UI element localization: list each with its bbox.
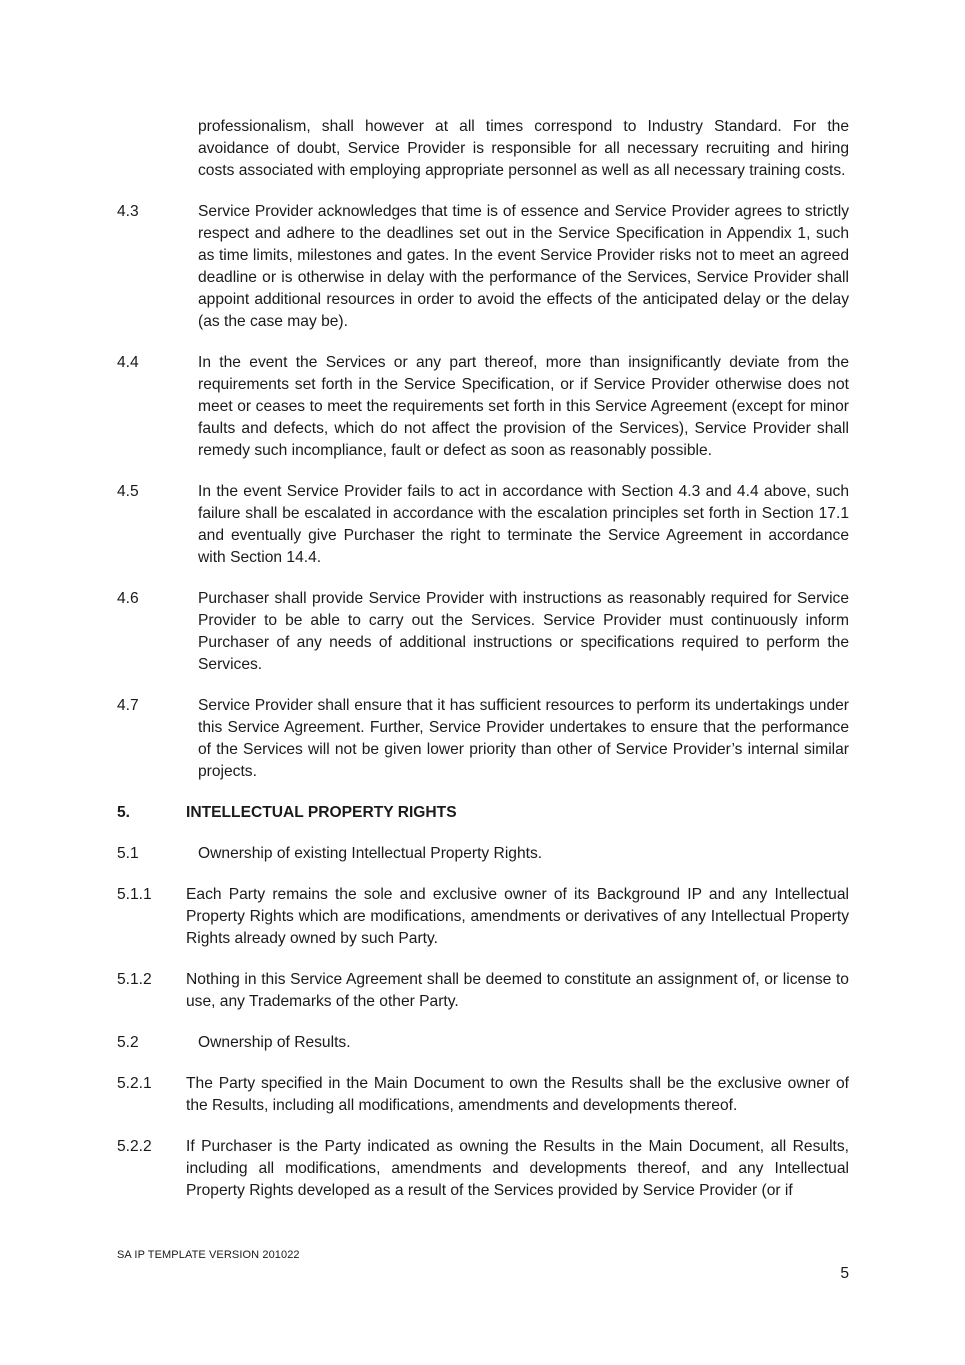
document-body [117,116,849,1221]
clause-number: 4.4 [117,354,139,371]
clause-text: Nothing in this Service Agreement shall be deemed to constitute an assignment of, or license to use, any Trademarks of the other Party. [186,971,849,1010]
clause-number: 5.1.2 [117,971,152,988]
clause-number: 5.1.1 [117,886,152,903]
clause-text: If Purchaser is the Party indicated as owning the Results in the Main Document, all Results, including all modifications, amendments and developments thereof, and any Intellectual Property Rights developed as a result of the Services provided by Service Provider (or if [186,1138,849,1199]
clause-number: 5.2.2 [117,1138,152,1155]
clause-5-2 [117,1032,849,1054]
clause-4-5 [117,481,849,569]
clause-number: 4.3 [117,203,139,220]
clause-5-1-2 [117,969,849,1013]
clause-text: The Party specified in the Main Document to own the Results shall be the exclusive owner of the Results, including all modifications, amendments and developments thereof. [186,1075,849,1114]
section-heading-5 [117,802,849,824]
clause-number: 4.6 [117,590,139,607]
clause-4-7 [117,695,849,783]
clause-number: 4.7 [117,697,139,714]
clause-text: Service Provider shall ensure that it has sufficient resources to perform its undertakings under this Service Agreement. Further, Service Provider undertakes to ensure that the performance of the Services will not be given lower priority than other of Service Provider’s internal similar projects. [198,697,849,780]
clause-text: Ownership of existing Intellectual Property Rights. [198,845,543,862]
clause-number: 5.1 [117,845,139,862]
clause-text: Service Provider acknowledges that time is of essence and Service Provider agrees to strictly respect and adhere to the deadlines set out in the Service Specification in Appendix 1, such as time limits, milestones and gates. In the event Service Provider risks not to meet an agreed deadline or is otherwise in delay with the performance of the Services, Service Provider shall appoint additional resources in order to avoid the effects of the anticipated delay or the delay (as the case may be). [198,203,849,330]
clause-5-2-2 [117,1136,849,1202]
clause-text: Purchaser shall provide Service Provider with instructions as reasonably required for Service Provider to be able to carry out the Services. Service Provider must continuously inform Purchaser of any needs of additional instructions or specifications required to perform the Services. [198,590,849,673]
footer-version: SA IP TEMPLATE VERSION 201022 [117,1249,300,1261]
clause-5-1 [117,843,849,865]
page-number: 5 [840,1265,849,1282]
clause-number: 5.2.1 [117,1075,152,1092]
clause-5-2-1 [117,1073,849,1117]
clause-5-1-1 [117,884,849,950]
section-number: 5. [117,804,131,821]
clause-text: In the event the Services or any part thereof, more than insignificantly deviate from the requirements set forth in the Service Specification, or if Service Provider otherwise does not meet or ceases to meet the requirements set forth in this Service Agreement (except for minor faults and defects, which do not affect the provision of the Services), Service Provider shall remedy such incompliance, fault or defect as soon as reasonably possible. [198,354,849,459]
clause-number: 4.5 [117,483,139,500]
clause-text: Ownership of Results. [198,1034,351,1051]
section-title: INTELLECTUAL PROPERTY RIGHTS [186,804,457,821]
clause-number: 5.2 [117,1034,139,1051]
clause-4-3 [117,201,849,333]
paragraph-continuation [117,116,849,182]
paragraph-text: professionalism, shall however at all times correspond to Industry Standard. For the avoidance of doubt, Service Provider is responsible for all necessary recruiting and hiring costs associated with employing appropriate personnel as well as all necessary training costs. [198,118,849,179]
clause-text: In the event Service Provider fails to act in accordance with Section 4.3 and 4.4 above, such failure shall be escalated in accordance with the escalation principles set forth in Section 17.1 and eventually give Purchaser the right to terminate the Service Agreement in accordance with Section 14.4. [198,483,849,566]
clause-4-6 [117,588,849,676]
clause-4-4 [117,352,849,462]
clause-text: Each Party remains the sole and exclusive owner of its Background IP and any Intellectual Property Rights which are modifications, amendments or derivatives of any Intellectual Property Rights already owned by such Party. [186,886,849,947]
